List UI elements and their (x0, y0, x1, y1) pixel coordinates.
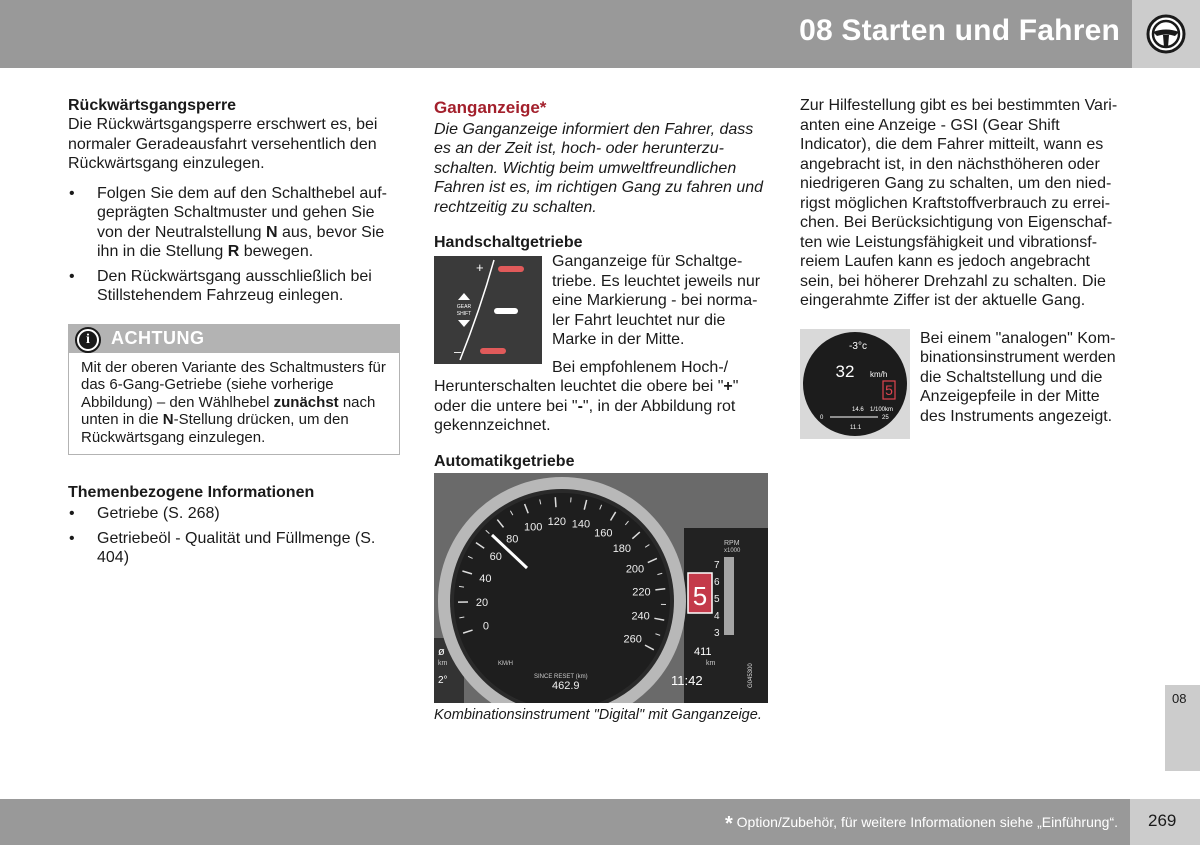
speed-label: 40 (479, 572, 492, 585)
svg-text:GEAR: GEAR (456, 304, 472, 310)
speed-label: 240 (631, 610, 650, 623)
speed-label: 220 (632, 586, 651, 599)
page-header (0, 0, 1200, 68)
svg-text:+: + (476, 260, 484, 275)
svg-text:km: km (706, 659, 716, 667)
gear-value: 5 (692, 580, 708, 611)
page-footer (0, 799, 1130, 845)
related-link[interactable]: • Getriebeöl - Qualität und Füllmenge (S. 404) (68, 529, 400, 568)
speed-label: 20 (475, 596, 489, 609)
svg-text:km/h: km/h (870, 369, 888, 379)
svg-text:x1000: x1000 (724, 547, 741, 554)
steering-wheel-icon (1145, 13, 1187, 55)
speed-label: 200 (625, 562, 645, 575)
svg-text:G045300: G045300 (748, 662, 754, 688)
chapter-icon-box (1132, 0, 1200, 68)
svg-text:5: 5 (714, 593, 720, 605)
digital-cluster-figure (434, 473, 768, 703)
svg-text:25: 25 (882, 414, 889, 421)
svg-text:KM/H: KM/H (498, 660, 513, 667)
manual-description: Ganganzeige für Schaltgetriebe. Es leuchtet jeweils nur eine Markierung - bei normaler Fahrt leuchtet nur die Marke in der Mitte. (552, 253, 761, 348)
svg-text:462.9: 462.9 (552, 679, 580, 692)
column-middle (434, 96, 768, 723)
warning-title: ACHTUNG (111, 327, 205, 348)
svg-text:km: km (438, 659, 448, 667)
svg-text:SINCE RESET (km): SINCE RESET (km) (534, 673, 588, 680)
svg-text:5: 5 (885, 381, 893, 398)
svg-text:1/100km: 1/100km (870, 406, 894, 413)
gear-shift-indicator-figure (434, 256, 542, 370)
info-icon: i (75, 327, 101, 353)
svg-text:11.1: 11.1 (850, 424, 862, 431)
gsi-paragraph: Zur Hilfestellung gibt es bei bestimmten Varianten eine Anzeige - GSI (Gear Shift Indicator), die dem Fahrer mitteilt, wann es angebracht ist, in den nächsthöheren oder niedrigeren Gang zu schalten, um den niedrigst möglichen Kraftstoffverbrauch zu erreichen. Bei Berücksichtigung von Eigenschaften wie Leistungsfähigkeit und vibrationsfreiem Laufen kann es jedoch angebracht sein, bei höherer Drehzahl zu schalten. Die eingerahmte Ziffer ist der aktuelle Gang. (800, 97, 1118, 309)
warning-text: Mit der oberen Variante des Schaltmusters für das 6-Gang-Getriebe (siehe vorherige Abbildung) – den Wählhebel zunächst nach unten in die N-Stellung drücken, um den Rückwärtsgang einzulegen. (81, 358, 386, 446)
list-item: • Folgen Sie dem auf den Schalthebel aufgeprägten Schaltmuster und gehen Sie von der Neutralstellung N aus, bevor Sie ihn in die Stellung R bewegen. (68, 184, 400, 262)
warning-header (69, 325, 399, 353)
manual-heading: Handschaltgetriebe (434, 234, 583, 251)
speed-tick (459, 586, 464, 587)
column-left (68, 96, 400, 573)
svg-text:3: 3 (714, 627, 720, 639)
svg-text:4: 4 (714, 610, 720, 622)
automatic-heading: Automatikgetriebe (434, 452, 575, 470)
svg-text:SHIFT: SHIFT (456, 311, 472, 317)
related-heading: Themenbezogene Informationen (68, 484, 315, 501)
column-right (800, 96, 1128, 446)
speed-label: 140 (571, 517, 591, 530)
chapter-title: 08 Starten und Fahren (799, 14, 1120, 47)
section-heading: Rückwärtsgangsperre (68, 97, 237, 114)
chapter-tab[interactable]: 08 (1165, 685, 1200, 771)
speed-label: 120 (547, 515, 567, 528)
svg-text:0: 0 (820, 414, 824, 421)
manual-description-2: Bei empfohlenem Hoch-/ Herunterschalten leuchtet die obere bei "+" oder die untere bei "-", in der Abbildung rot gekennzeichnet. (434, 358, 739, 434)
speed-label: 80 (506, 532, 519, 545)
svg-text:2°: 2° (438, 674, 448, 686)
intro-paragraph: Die Rückwärtsgangsperre erschwert es, bei normaler Geradeausfahrt versehentlich den Rückwärtsgang einzulegen. (68, 116, 378, 172)
svg-text:–: – (454, 344, 462, 359)
speed-tick (555, 497, 556, 507)
related-link[interactable]: • Getriebe (S. 268) (68, 504, 400, 524)
intro-paragraph: Die Ganganzeige informiert den Fahrer, dass es an der Zeit ist, hoch- oder herunterzuschalten. Wichtig beim umweltfreundlichen Fahren ist es, im richtigen Gang zu fahren und rechtzeitig zu schalten. (434, 120, 764, 216)
related-list (68, 504, 400, 568)
speed-label: 0 (482, 620, 489, 633)
section-title: Ganganzeige* (434, 98, 547, 117)
svg-text:32: 32 (835, 361, 855, 381)
svg-text:RPM: RPM (724, 539, 740, 547)
clock: 11:42 (671, 672, 703, 688)
speed-label: 100 (524, 520, 543, 533)
analog-cluster-illustration (800, 329, 910, 439)
analog-description: Bei einem "analogen" Kombinationsinstrument werden die Schaltstellung und die Anzeigepfeile in der Mitte des Instruments angezeigt. (920, 329, 1116, 425)
page-number: 269 (1130, 799, 1200, 845)
svg-text:7: 7 (714, 559, 720, 571)
gsi-illustration (434, 256, 542, 364)
footer-note: * Option/Zubehör, für weitere Informationen siehe „Einführung“. (724, 813, 1118, 835)
speed-label: 180 (612, 542, 632, 555)
analog-cluster-figure (800, 329, 910, 445)
speed-label: 160 (594, 526, 613, 539)
svg-text:ø: ø (438, 645, 445, 658)
figure-caption: Kombinationsinstrument "Digital" mit Ganganzeige. (434, 706, 762, 723)
instruction-list (68, 184, 400, 306)
speed-label: 60 (489, 550, 502, 563)
svg-text:6: 6 (714, 576, 720, 588)
warning-box (68, 324, 400, 456)
svg-text:-3°c: -3°c (849, 340, 867, 352)
svg-text:411: 411 (694, 645, 712, 658)
speed-label: 260 (623, 633, 642, 646)
list-item: • Den Rückwärtsgang ausschließlich bei Stillstehendem Fahrzeug einlegen. (68, 267, 400, 306)
svg-text:14.6: 14.6 (852, 406, 864, 413)
